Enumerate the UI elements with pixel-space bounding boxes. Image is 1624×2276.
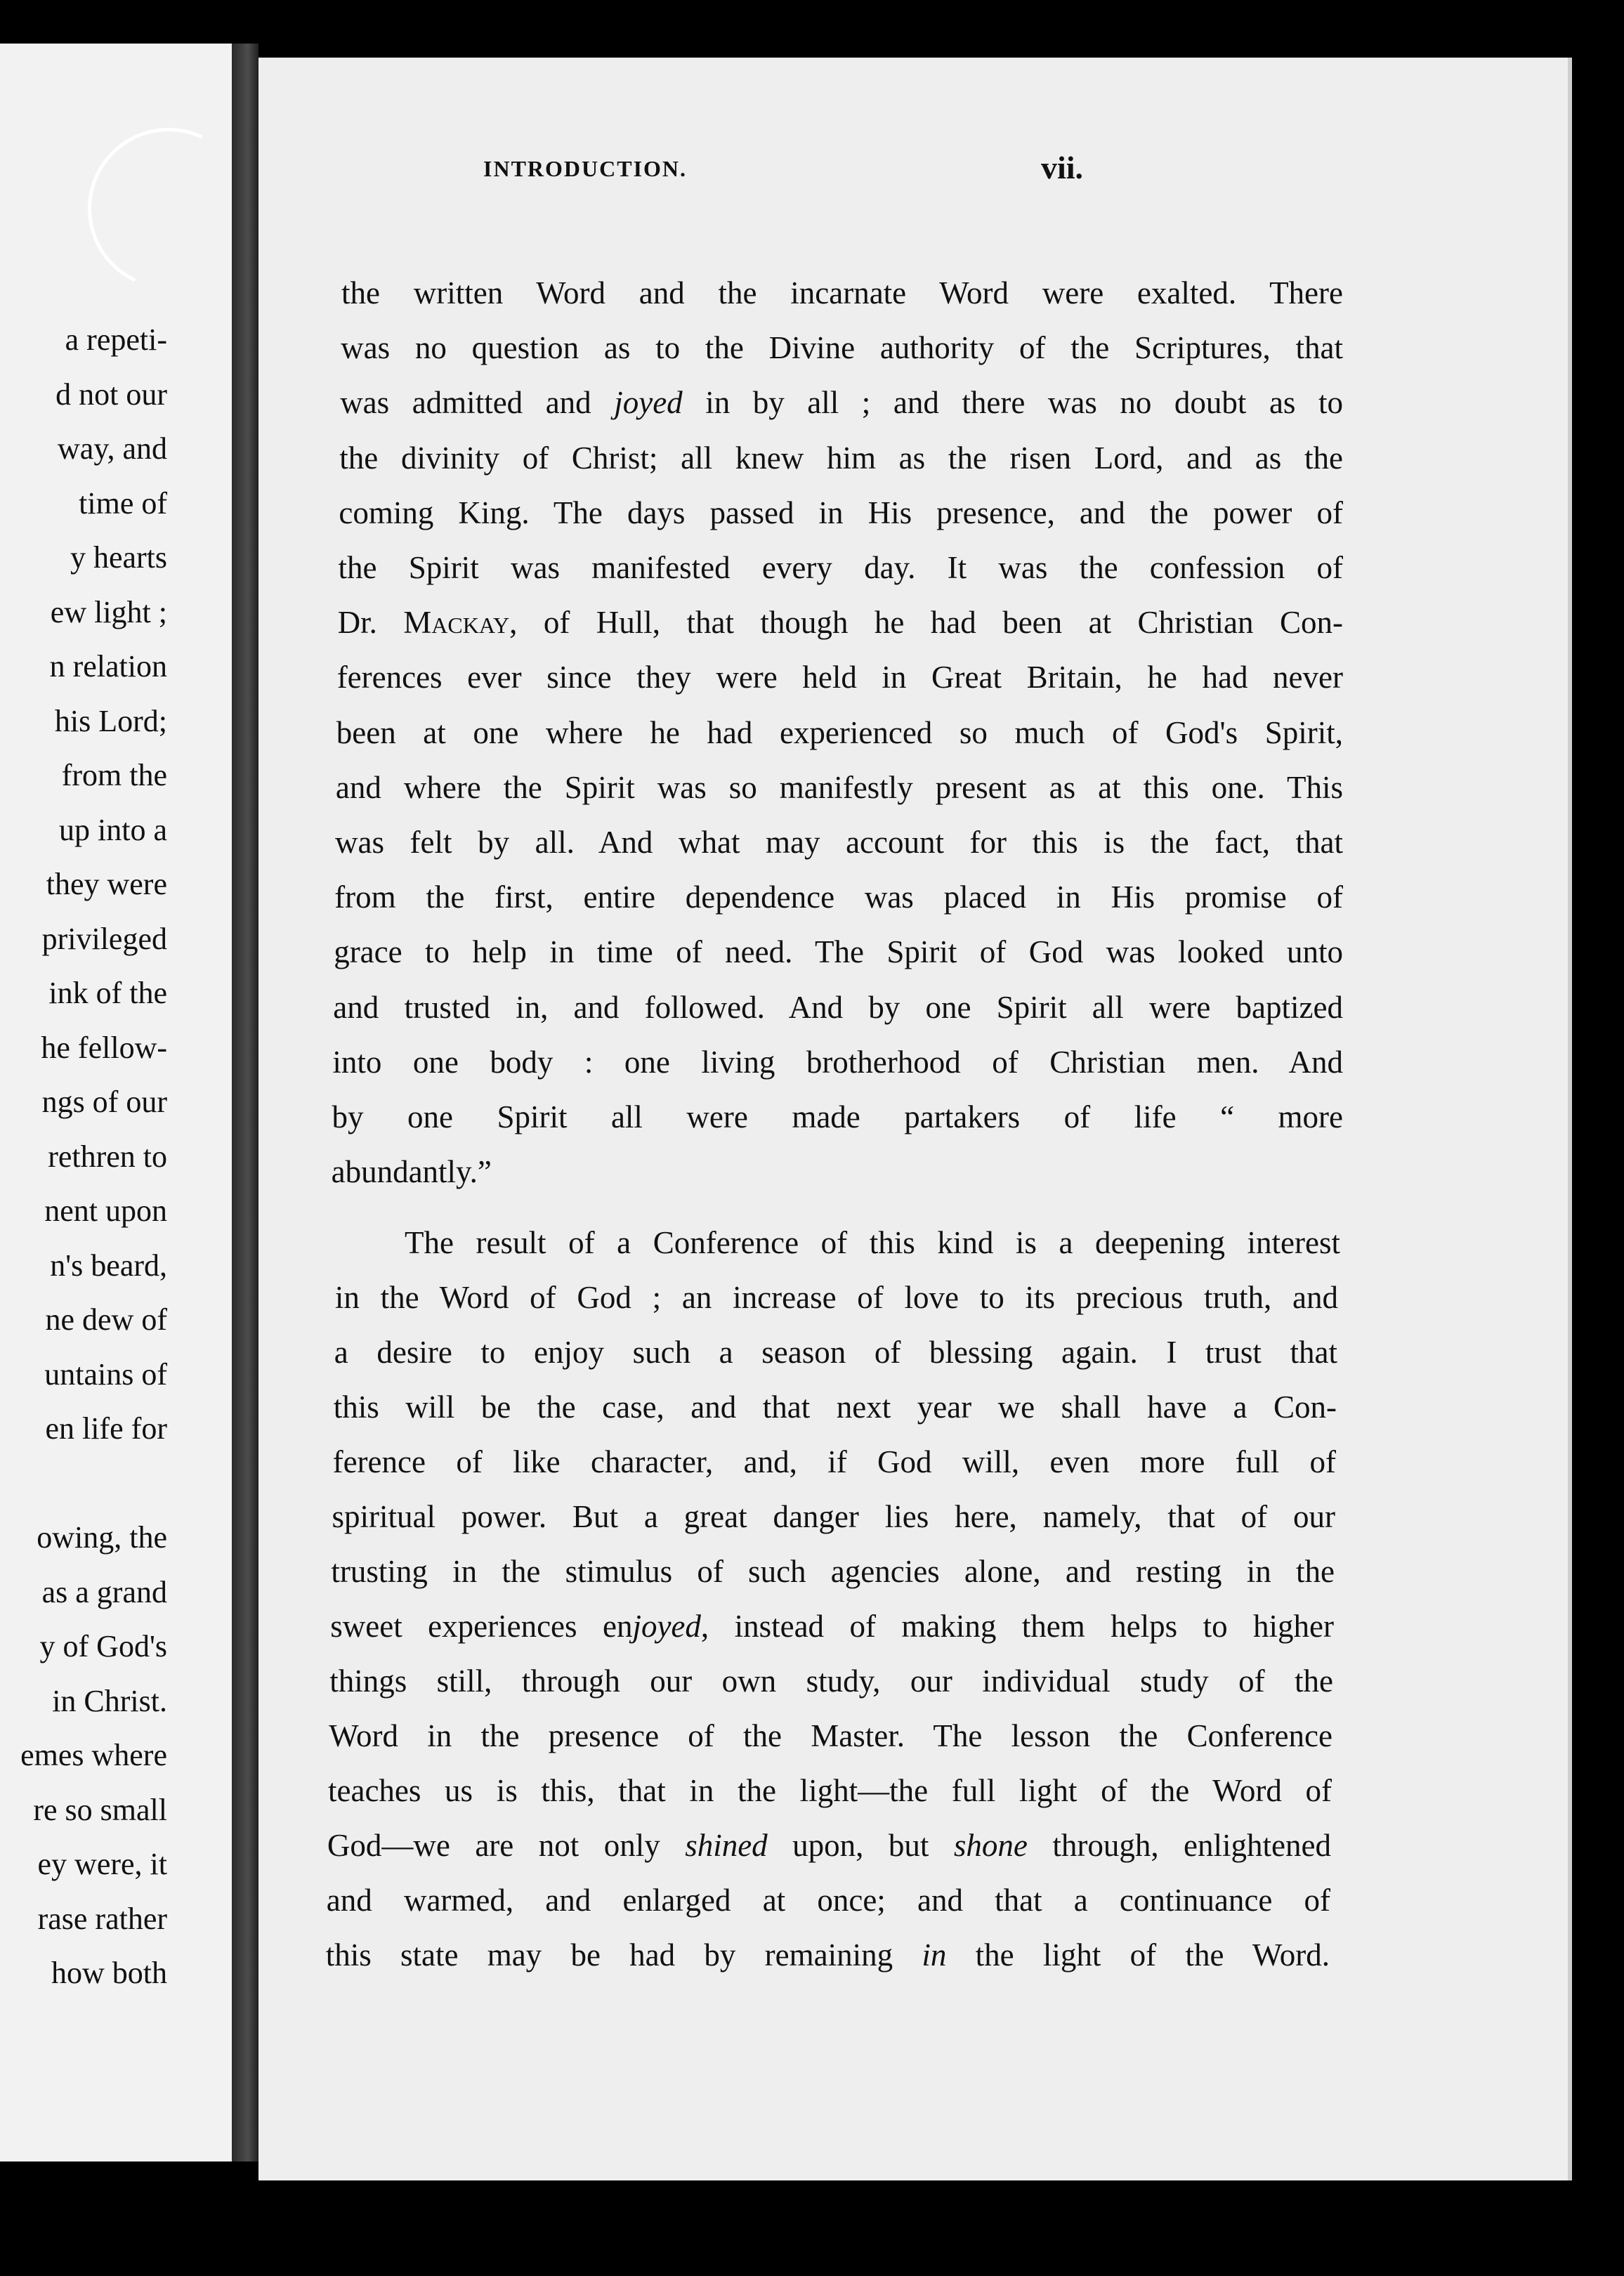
- text-line: in the Word of God ; an increase of love to its precious truth, and: [334, 1280, 1338, 1315]
- book-spine-shadow: [232, 44, 258, 2161]
- left-page-line: ey were, it: [37, 1847, 167, 1881]
- left-page-line: rase rather: [37, 1901, 167, 1936]
- text-line: by one Spirit all were made partakers of life “ more: [332, 1099, 1343, 1134]
- text-line: a desire to enjoy such a season of blessing again. I trust that: [334, 1335, 1337, 1370]
- text-line: from the first, entire dependence was placed in His promise of: [334, 879, 1343, 915]
- left-page-line: rethren to: [48, 1139, 167, 1174]
- left-page-line: y of God's: [39, 1629, 167, 1663]
- text-line: Word in the presence of the Master. The lesson the Conference: [329, 1718, 1332, 1753]
- text-line: ference of like character, and, if God will, even more full of: [332, 1444, 1336, 1479]
- left-page-line: ngs of our: [41, 1085, 167, 1119]
- left-facing-page: [0, 44, 232, 2161]
- left-page-line: as a grand: [41, 1574, 167, 1609]
- text-line: the written Word and the incarnate Word were exalted. There: [341, 275, 1343, 310]
- left-page-line: his Lord;: [54, 703, 167, 738]
- left-page-line: ew light ;: [50, 594, 167, 629]
- page-edge: [1568, 58, 1572, 2180]
- text-line: was admitted and joyed in by all ; and there was no doubt as to: [340, 385, 1343, 421]
- text-line: been at one where he had experienced so much of God's Spirit,: [336, 714, 1343, 750]
- left-page-line: he fellow-: [41, 1030, 167, 1065]
- text-line: into one body : one living brotherhood of Christian men. And: [332, 1044, 1343, 1080]
- text-line: the Spirit was manifested every day. It was the confession of: [338, 550, 1343, 585]
- text-line: abundantly.”: [331, 1154, 492, 1190]
- text-line: and trusted in, and followed. And by one Spirit all were baptized: [333, 989, 1343, 1025]
- left-page-line: n relation: [49, 649, 167, 684]
- left-page-line: untains of: [44, 1356, 167, 1392]
- page-curl-mark: [65, 105, 232, 313]
- left-page-line: en life for: [45, 1411, 167, 1446]
- text-line: teaches us is this, that in the light—the full light of the Word of: [328, 1773, 1332, 1808]
- left-page-line: owing, the: [37, 1520, 167, 1555]
- left-page-line: in Christ.: [52, 1683, 167, 1718]
- text-line: God—we are not only shined upon, but shone through, enlightened: [327, 1828, 1331, 1863]
- text-line: things still, through our own study, our individual study of the: [329, 1663, 1333, 1699]
- left-page-line: they were: [46, 867, 167, 901]
- left-page-line: how both: [51, 1956, 167, 1990]
- left-page-line: from the: [61, 758, 167, 792]
- left-page-line: ink of the: [48, 976, 167, 1010]
- text-line: this state may be had by remaining in the light of the Word.: [325, 1937, 1330, 1973]
- text-line: and warmed, and enlarged at once; and that a continuance of: [326, 1883, 1330, 1918]
- left-page-line: emes where: [20, 1738, 167, 1772]
- left-page-line: d not our: [55, 377, 167, 412]
- left-page-line: up into a: [59, 812, 167, 847]
- text-line: coming King. The days passed in His presence, and the power of: [339, 495, 1343, 530]
- left-page-line: a repeti-: [65, 322, 167, 357]
- left-page-line: time of: [79, 485, 167, 521]
- page-number: vii.: [1041, 150, 1084, 185]
- text-line: sweet experiences enjoyed, instead of making them helps to higher: [330, 1609, 1334, 1644]
- text-line: The result of a Conference of this kind is a deepening interest: [405, 1225, 1340, 1260]
- text-line: spiritual power. But a great danger lies here, namely, that of our: [332, 1499, 1335, 1534]
- text-line: and where the Spirit was so manifestly present as at this one. This: [335, 769, 1343, 805]
- text-line: Dr. Mackay, of Hull, that though he had been at Christian Con-: [337, 605, 1343, 641]
- text-line: was no question as to the Divine authority of the Scriptures, that: [341, 330, 1343, 366]
- left-page-line: privileged: [41, 921, 167, 956]
- text-line: this will be the case, and that next year we shall have a Con-: [333, 1389, 1337, 1425]
- text-line: ferences ever since they were held in Great Britain, he had never: [336, 660, 1343, 695]
- left-page-line: ne dew of: [45, 1302, 167, 1337]
- text-line: grace to help in time of need. The Spirit of God was looked unto: [334, 934, 1343, 970]
- left-page-line: n's beard,: [50, 1248, 167, 1283]
- text-line: trusting in the stimulus of such agencies alone, and resting in the: [331, 1554, 1335, 1589]
- running-head: INTRODUCTION.: [483, 156, 688, 181]
- text-line: the divinity of Christ; all knew him as the risen Lord, and as the: [339, 440, 1343, 476]
- left-page-line: way, and: [58, 431, 167, 466]
- left-page-line: nent upon: [44, 1193, 167, 1228]
- left-page-line: y hearts: [70, 540, 167, 575]
- text-line: was felt by all. And what may account for this is the fact, that: [335, 825, 1343, 860]
- left-page-line: re so small: [33, 1792, 167, 1827]
